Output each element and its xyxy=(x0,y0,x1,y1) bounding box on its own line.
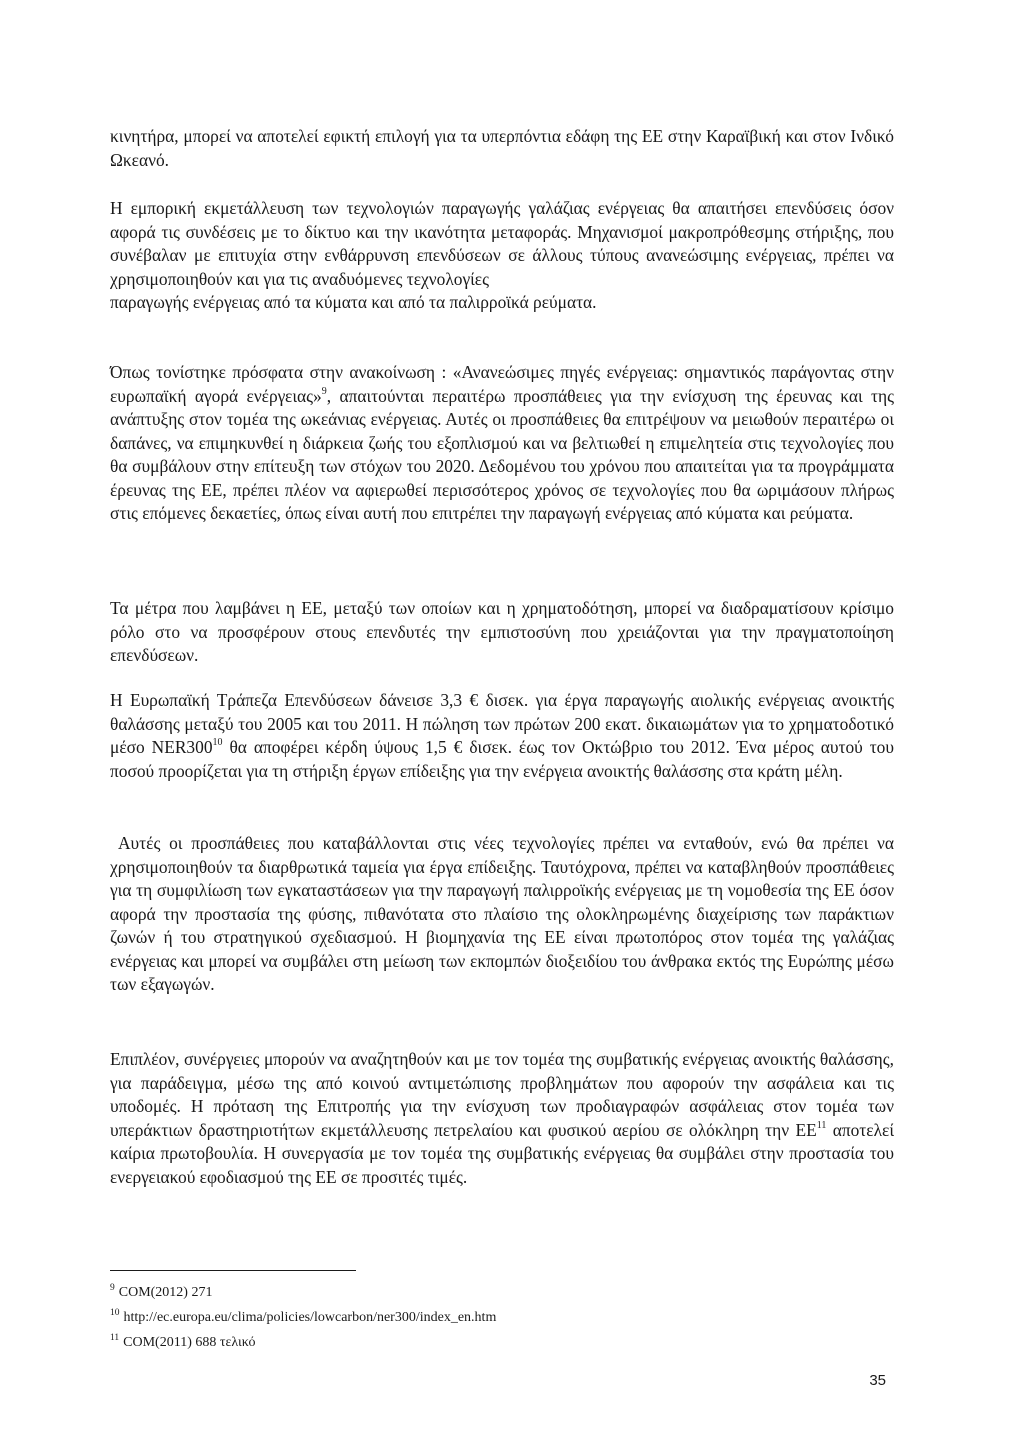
footnote-ref[interactable]: 9 xyxy=(321,385,327,397)
paragraph-text: Η Ευρωπαϊκή Τράπεζα Επενδύσεων δάνεισε 3,3 € δισεκ. για έργα παραγωγής αιολικής ενέργειας ανοικτής θαλάσσης μεταξύ του 2005 και του 2011. Η πώληση των πρώτων 200 εκατ. δικαιωμάτων για το χρηματοδοτικό μέσο NER300 xyxy=(110,690,894,757)
footnote-ref[interactable]: 10 xyxy=(212,737,223,748)
paragraph-text: αποτελεί καίρια πρωτοβουλία. Η συνεργασία με τον τομέα της συμβατικής ενέργειας θα συμβάλει στην προστασία του ενεργειακού εφοδιασμού της ΕΕ σε προσιτές τιμές. xyxy=(110,1119,894,1187)
paragraph xyxy=(110,361,894,550)
paragraph-synergies xyxy=(110,1048,894,1189)
footnote-link[interactable]: http://ec.europa.eu/clima/policies/lowcarbon/ner300/index_en.htm xyxy=(123,1310,497,1325)
paragraph-text: , απαιτούνται περαιτέρω προσπάθειες για την ενίσχυση της έρευνας και της ανάπτυξης στον τομέα της ωκεάνιας ενέργειας. Αυτές οι προσπάθειες θα επιτρέψουν να μειωθούν περαιτέρω οι δαπάνες, να επιμηκυνθεί η διάρκεια ζωής του εξοπλισμού και να βελτιωθεί η επιμελητεία στις τεχνολογίες που θα συμβάλουν στην επίτευξη των στόχων του 2020. Δεδομένου του χρόνου που απαιτείται για τα προγράμματα έρευνας της ΕΕ, πρέπει πλέον να αφιερωθεί περισσότερος χρόνος σε τεχνολογίες που θα ωριμάσουν πλήρως στις επόμενες δεκαετίες, όπως είναι αυτή που επιτρέπει την παραγωγή ενέργειας από κύματα και ρεύματα. xyxy=(110,385,894,523)
footnote-number: 9 xyxy=(110,1283,115,1293)
page-number: 35 xyxy=(869,1372,886,1389)
paragraph xyxy=(110,832,894,1021)
paragraph-text: Όπως τονίστηκε πρόσφατα στην ανακοίνωση : «Ανανεώσιμες πηγές ενέργειας: σημαντικός παράγοντας στην ευρωπαϊκή αγορά ενέργειας» xyxy=(110,362,894,406)
footnote-separator xyxy=(110,1270,356,1271)
paragraph xyxy=(110,197,894,339)
paragraph xyxy=(110,597,894,692)
paragraph-eib xyxy=(110,689,894,783)
paragraph-continuation: κινητήρα, μπορεί να αποτελεί εφικτή επιλογή για τα υπερπόντια εδάφη της ΕΕ στην Καραϊβική και στον Ινδικό Ωκεανό. xyxy=(110,126,894,170)
footnotes xyxy=(110,1278,810,1353)
paragraph-text: θα αποφέρει κέρδη ύψους 1,5 € δισεκ. έως τον Οκτώβριο του 2012. Ένα μέρος αυτού του ποσού προορίζεται για τη στήριξη έργων επίδειξης για την ενέργεια ανοικτής θαλάσσης στα κράτη μέλη. xyxy=(110,737,894,781)
paragraph-commercial-exploitation-last-line: παραγωγής ενέργειας από τα κύματα και από τα παλιρροϊκά ρεύματα. xyxy=(110,292,597,312)
footnote-number: 10 xyxy=(110,1308,120,1318)
footnote-item xyxy=(110,1328,810,1353)
footnote-ref[interactable]: 11 xyxy=(816,1119,827,1131)
paragraph-eu-measures: Τα μέτρα που λαμβάνει η ΕΕ, μεταξύ των οποίων και η χρηματοδότηση, μπορεί να διαδραματίσουν κρίσιμο ρόλο στο να προσφέρουν στους επενδυτές την εμπιστοσύνη που χρειάζονται για την πραγματοποίηση επενδύσεων. xyxy=(110,598,894,665)
paragraph xyxy=(110,125,894,196)
footnote-text: COM(2012) 271 xyxy=(118,1285,213,1300)
footnote-item xyxy=(110,1278,810,1303)
footnote-item xyxy=(110,1303,810,1328)
footnote-number: 11 xyxy=(110,1333,120,1343)
paragraph-commercial-exploitation: Η εμπορική εκμετάλλευση των τεχνολογιών παραγωγής γαλάζιας ενέργειας θα απαιτήσει επενδύσεις όσον αφορά τις συνδέσεις με το δίκτυο και την ικανότητα μεταφοράς. Μηχανισμοί μακροπρόθεσμης στήριξης, που συνέβαλαν με επιτυχία στην ενθάρρυνση επενδύσεων σε άλλους τύπους ανανεώσιμης ενέργειας, πρέπει να χρησιμοποιηθούν και για τις αναδυόμενες τεχνολογίες xyxy=(110,198,894,289)
paragraph-text: Επιπλέον, συνέργειες μπορούν να αναζητηθούν και με τον τομέα της συμβατικής ενέργειας ανοικτής θαλάσσης, για παράδειγμα, μέσω της από κοινού αντιμετώπισης προβλημάτων που αφορούν την ασφάλεια και τις υποδομές. Η πρόταση της Επιτροπής για την ενίσχυση των προδιαγραφών ασφάλειας στον τομέα των υπεράκτιων δραστηριοτήτων εκμετάλλευσης πετρελαίου και φυσικού αερίου σε ολόκληρη την ΕΕ xyxy=(110,1049,894,1140)
paragraph xyxy=(110,689,894,807)
paragraph xyxy=(110,1048,894,1213)
footnote-text: COM(2011) 688 τελικό xyxy=(123,1335,256,1350)
paragraph-communication xyxy=(110,361,894,526)
paragraph-efforts: Αυτές οι προσπάθειες που καταβάλλονται στις νέες τεχνολογίες πρέπει να ενταθούν, ενώ θα πρέπει να χρησιμοποιηθούν τα διαρθρωτικά ταμεία για έργα επίδειξης. Ταυτόχρονα, πρέπει να καταβληθούν προσπάθειες για τη συμφιλίωση των εγκαταστάσεων για την παραγωγή παλιρροϊκής ενέργειας με τη νομοθεσία της ΕΕ όσον αφορά την προστασία της φύσης, πιθανότατα στο πλαίσιο της ολοκληρωμένης διαχείρισης των παράκτιων ζωνών ή του στρατηγικού σχεδιασμού. Η βιομηχανία της ΕΕ είναι πρωτοπόρος στον τομέα της γαλάζιας ενέργειας και μπορεί να συμβάλει στη μείωση των εκπομπών διοξειδίου του άνθρακα εκτός της Ευρώπης μέσω των εξαγωγών. xyxy=(110,833,894,994)
